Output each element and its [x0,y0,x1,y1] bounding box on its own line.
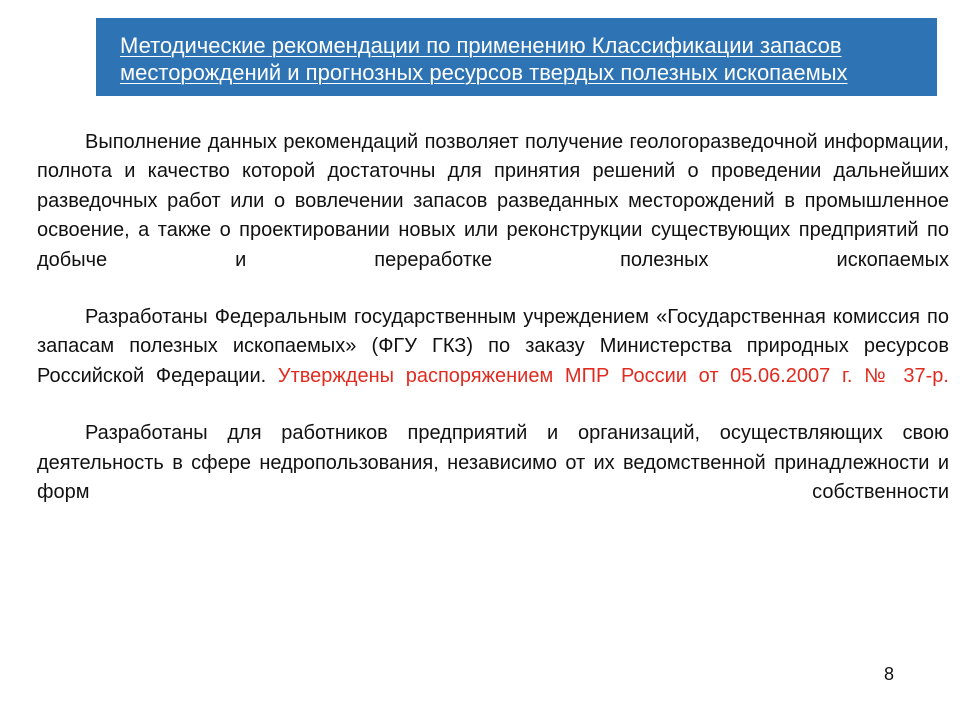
developer-text: Разработаны Федеральным государственным учреждением «Государственная комиссия по запасам полезных ископаемых» (ФГУ ГКЗ) по заказу Министерства природных ресурсов Российской Федерации. [37,306,949,387]
slide-body [37,128,949,535]
title-line-1: Методические рекомендации по применению Классификации запасов [120,33,842,58]
approval-text: Утверждены распоряжением МПР России от 05.06.2007 г. № 37-р. [277,364,949,387]
title-banner [96,18,937,96]
title-line-2: месторождений и прогнозных ресурсов твердых полезных ископаемых [120,60,848,85]
paragraph-audience: Разработаны для работников предприятий и организаций, осуществляющих свою деятельность в сфере недропользования, независимо от их ведомственной принадлежности и форм собственности [37,422,949,504]
page-number: 8 [884,664,895,684]
paragraph-developer [37,303,949,391]
paragraph-purpose: Выполнение данных рекомендаций позволяет получение геологоразведочной информации, полнота и качество которой достаточны для принятия решений о проведении дальнейших разведочных работ или о вовлечении запасов разведанных месторождений в промышленное освоение, а также о проектировании новых или реконструкции существующих предприятий по добыче и переработке полезных ископаемых [37,131,949,271]
